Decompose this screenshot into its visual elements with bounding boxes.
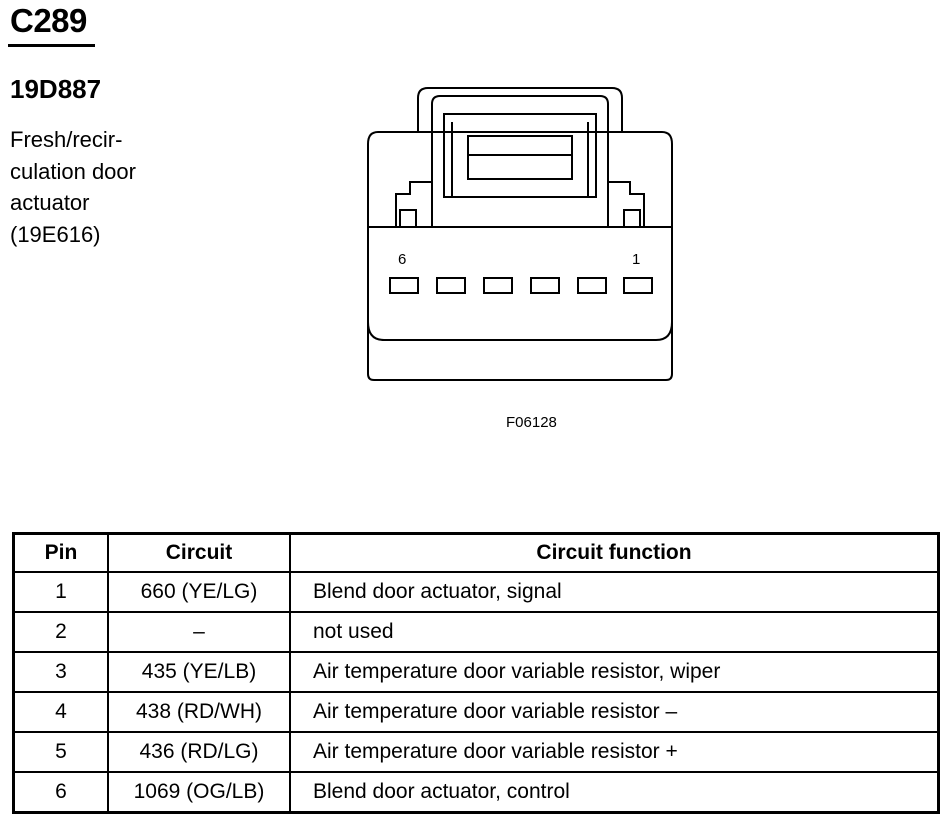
pin-cavity [390,278,418,293]
component-description [10,124,136,250]
pin-cavity [437,278,465,293]
cell-function: Air temperature door variable resistor + [290,732,939,772]
cell-circuit: – [108,612,290,652]
right-tab [624,210,640,227]
cell-pin: 2 [14,612,109,652]
cell-function: Blend door actuator, control [290,772,939,813]
header-pin: Pin [14,534,109,573]
cell-pin: 6 [14,772,109,813]
cell-circuit: 436 (RD/LG) [108,732,290,772]
part-number: 19D887 [10,74,102,104]
cell-function: Air temperature door variable resistor – [290,692,939,732]
header-circuit-function: Circuit function [290,534,939,573]
latch-outer [418,88,622,132]
pin-cavity [578,278,606,293]
table-row [14,572,939,612]
connector-body [368,132,672,380]
cell-circuit: 1069 (OG/LB) [108,772,290,813]
connector-id: C289 [10,2,87,39]
connector-id-underline [8,44,95,47]
pin-cavity [484,278,512,293]
cell-pin: 5 [14,732,109,772]
cell-pin: 4 [14,692,109,732]
cell-pin: 1 [14,572,109,612]
description-line: Fresh/recir- [10,127,123,152]
pin-label-6: 6 [398,251,407,268]
header-circuit: Circuit [108,534,290,573]
table-row [14,652,939,692]
cell-function: Air temperature door variable resistor, wiper [290,652,939,692]
pin-label-1: 1 [632,251,641,268]
figure-id: F06128 [506,414,557,431]
cell-circuit: 660 (YE/LG) [108,572,290,612]
pin-cavity [531,278,559,293]
left-tab [400,210,416,227]
description-line: actuator [10,190,90,215]
pinout-table [12,532,940,814]
table-row [14,692,939,732]
cell-circuit: 438 (RD/WH) [108,692,290,732]
latch-slot [468,136,572,179]
right-shoulder [608,182,644,227]
table-header-row [14,534,939,573]
table-row [14,612,939,652]
table-row [14,732,939,772]
cell-pin: 3 [14,652,109,692]
connector-face-drawing [360,82,678,386]
cell-circuit: 435 (YE/LB) [108,652,290,692]
table-row [14,772,939,813]
face-bottom-rim [368,322,672,340]
description-line: (19E616) [10,221,101,247]
cell-function: not used [290,612,939,652]
cell-function: Blend door actuator, signal [290,572,939,612]
latch-inner [432,96,608,197]
pin-cavity [624,278,652,293]
description-line: culation door [10,158,136,184]
left-shoulder [396,182,432,227]
